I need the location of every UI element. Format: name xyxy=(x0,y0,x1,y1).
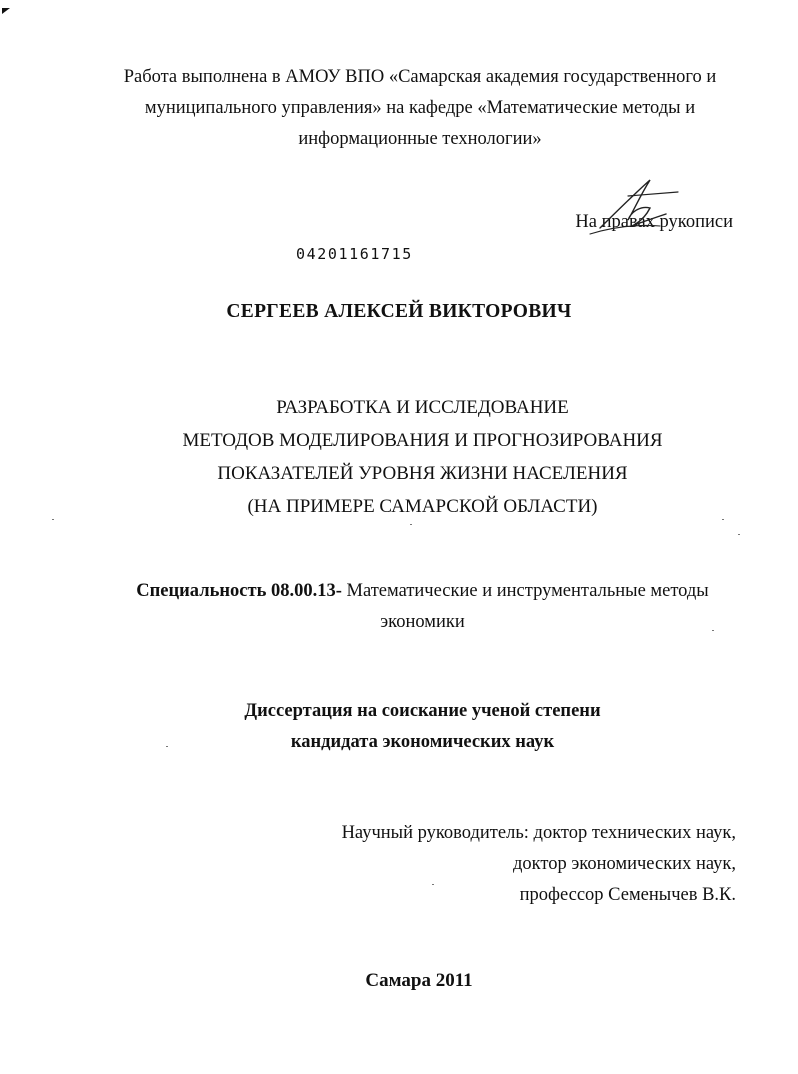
specialty-label: Специальность 08.00.13- xyxy=(136,581,342,601)
title-line: (НА ПРИМЕРЕ САМАРСКОЙ ОБЛАСТИ) xyxy=(247,496,598,517)
specialty-text-continued: экономики xyxy=(380,612,465,632)
scan-speck xyxy=(52,519,54,520)
city-year: Самара 2011 xyxy=(365,970,473,991)
title-line: РАЗРАБОТКА И ИССЛЕДОВАНИЕ xyxy=(276,397,569,418)
advisor-block xyxy=(342,818,736,911)
author-name: СЕРГЕЕВ АЛЕКСЕЙ ВИКТОРОВИЧ xyxy=(226,301,572,322)
scan-speck xyxy=(410,524,412,525)
scan-speck xyxy=(738,534,740,535)
title-line: МЕТОДОВ МОДЕЛИРОВАНИЯ И ПРОГНОЗИРОВАНИЯ xyxy=(182,430,663,451)
catalog-number: 04201161715 xyxy=(296,245,413,263)
advisor-line: профессор Семенычев В.К. xyxy=(519,885,736,905)
degree-line: кандидата экономических наук xyxy=(290,732,555,752)
scan-speck xyxy=(432,884,434,885)
scan-speck xyxy=(712,630,714,631)
affiliation-line: информационные технологии» xyxy=(298,129,542,149)
scan-speck xyxy=(722,519,724,520)
dissertation-title xyxy=(0,391,798,523)
rights-notice: На правах рукописи xyxy=(575,212,733,232)
title-line: ПОКАЗАТЕЛЕЙ УРОВНЯ ЖИЗНИ НАСЕЛЕНИЯ xyxy=(217,463,628,484)
advisor-line: доктор экономических наук, xyxy=(512,854,736,874)
specialty-block xyxy=(0,576,798,638)
specialty-text: Математические и инструментальные методы xyxy=(346,581,709,601)
affiliation-block xyxy=(60,62,780,155)
scan-speck xyxy=(166,746,168,747)
degree-line: Диссертация на соискание ученой степени xyxy=(244,701,601,721)
affiliation-line: муниципального управления» на кафедре «Математические методы и xyxy=(144,98,696,118)
scan-corner-mark xyxy=(2,8,10,14)
affiliation-line: Работа выполнена в АМОУ ВПО «Самарская академия государственного и xyxy=(123,67,717,87)
degree-block xyxy=(0,696,798,758)
advisor-line: Научный руководитель: доктор технических наук, xyxy=(341,823,736,843)
handwritten-signature xyxy=(580,168,690,248)
